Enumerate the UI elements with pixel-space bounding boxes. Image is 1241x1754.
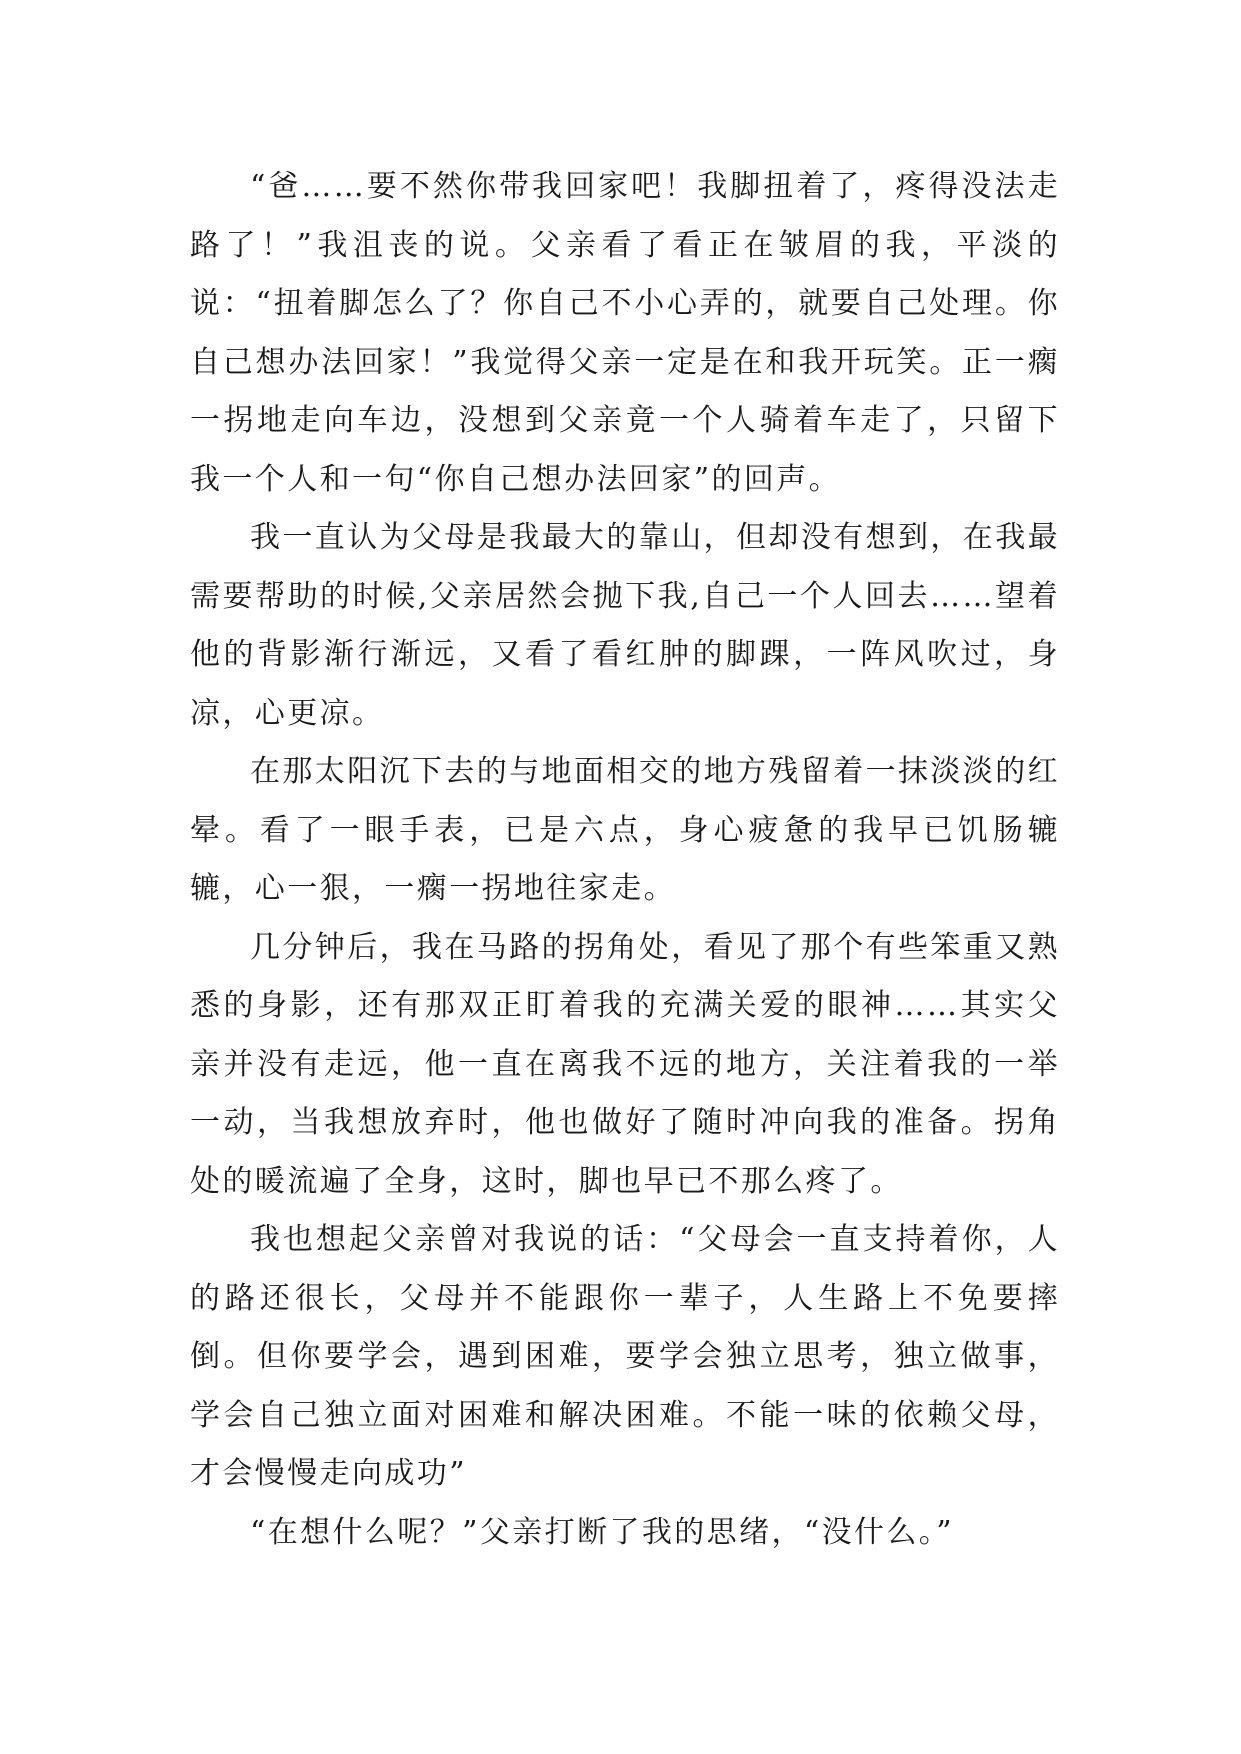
paragraph-4: 几分钟后，我在马路的拐角处，看见了那个有些笨重又熟悉的身影，还有那双正盯着我的充满关爱的眼神……其实父亲并没有走远，他一直在离我不远的地方，关注着我的一举一动，当我想放弃时，他也做好了随时冲向我的准备。拐角处的暖流遍了全身，这时，脚也早已不那么疼了。 [190, 929, 1060, 1199]
paragraph-2: 我一直认为父母是我最大的靠山，但却没有想到，在我最需要帮助的时候,父亲居然会抛下我,自己一个人回去……望着他的背影渐行渐远，又看了看红肿的脚踝，一阵风吹过，身凉，心更凉。 [190, 520, 1060, 731]
body-text [190, 158, 1060, 1562]
paragraph-1: “爸……要不然你带我回家吧！我脚扭着了，疼得没法走路了！”我沮丧的说。父亲看了看正在皱眉的我，平淡的说：“扭着脚怎么了？你自己不小心弄的，就要自己处理。你自己想办法回家！”我觉得父亲一定是在和我开玩笑。正一瘸一拐地走向车边，没想到父亲竟一个人骑着车走了，只留下我一个人和一句“你自己想办法回家”的回声。 [190, 169, 1060, 497]
paragraph-6: “在想什么呢？”父亲打断了我的思绪，“没什么。” [250, 1514, 954, 1550]
paragraph-3: 在那太阳沉下去的与地面相交的地方残留着一抹淡淡的红晕。看了一眼手表，已是六点，身心疲惫的我早已饥肠辘辘，心一狠，一瘸一拐地往家走。 [190, 754, 1060, 906]
paragraph-5: 我也想起父亲曾对我说的话：“父母会一直支持着你，人的路还很长，父母并不能跟你一辈子，人生路上不免要摔倒。但你要学会，遇到困难，要学会独立思考，独立做事，学会自己独立面对困难和解决困难。不能一味的依赖父母，才会慢慢走向成功” [190, 1222, 1060, 1491]
